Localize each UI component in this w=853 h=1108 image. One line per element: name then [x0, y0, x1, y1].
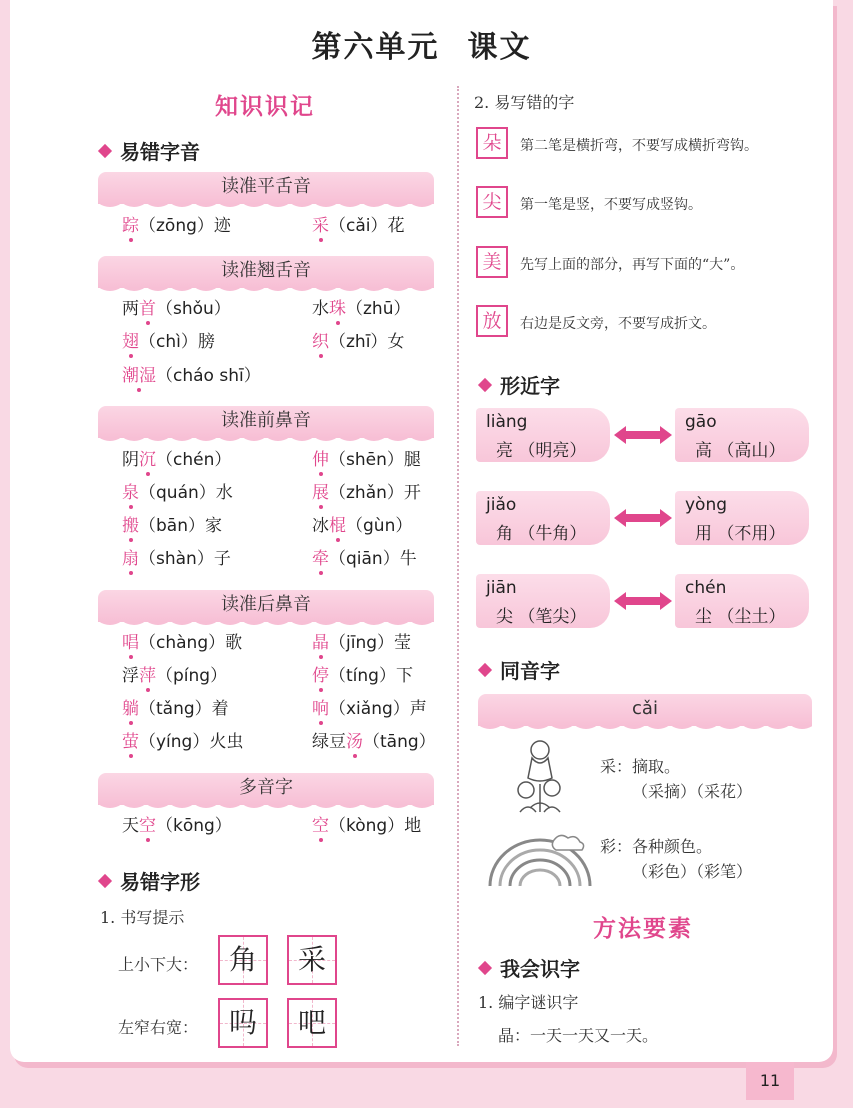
double-arrow-icon [614, 508, 672, 528]
list-item: 唱（chàng）歌 [122, 633, 243, 653]
subheading-pronunciation: 易错字音 [100, 136, 200, 165]
list-item: 采（cǎi）花 [312, 216, 405, 236]
diamond-icon [478, 663, 492, 677]
double-arrow-icon [614, 425, 672, 445]
list-item: 天空（kōng） [122, 816, 232, 836]
similar-char-card: jiǎo 角 （牛角） [476, 491, 610, 545]
write-tip-title: 1. 书写提示 [100, 908, 185, 927]
band-front-nasal: 读准前鼻音 [98, 406, 434, 438]
diamond-icon [478, 961, 492, 975]
riddle-text: 晶：一天一天又一天。 [498, 1026, 659, 1045]
subheading-recognize: 我会识字 [480, 953, 580, 982]
band-homophone: cǎi [478, 694, 812, 726]
page [10, 0, 833, 1062]
list-item: 织（zhī）女 [312, 332, 405, 352]
list-item: 晶（jīng）莹 [312, 633, 412, 653]
similar-char-card: jiān 尖 （笔尖） [476, 574, 610, 628]
homophone-words: （采摘）（采花） [632, 782, 753, 801]
list-item: 萤（yíng）火虫 [122, 732, 244, 752]
subheading-homophone: 同音字 [480, 655, 560, 684]
mistake-note: 第一笔是竖，不要写成竖钩。 [520, 197, 702, 213]
band-wave [98, 437, 434, 445]
column-divider [457, 86, 459, 1046]
subheading-glyph: 易错字形 [100, 866, 200, 895]
list-item: 响（xiǎng）声 [312, 699, 427, 719]
mistake-note: 先写上面的部分，再写下面的“大”。 [520, 257, 745, 273]
homophone-def: 彩：各种颜色。 [600, 837, 713, 856]
list-item: 冰棍（gùn） [312, 516, 413, 536]
section-heading-method: 方法要素 [593, 915, 693, 942]
homophone-def: 采：摘取。 [600, 757, 681, 776]
diamond-icon [478, 378, 492, 392]
rule-left-narrow: 左窄右宽： [118, 1018, 199, 1037]
list-item: 踪（zōng）迹 [122, 216, 231, 236]
riddle-title: 1. 编字谜识字 [478, 993, 579, 1012]
mistake-char: 美 [476, 246, 508, 278]
page-title [10, 22, 833, 66]
band-wave [98, 203, 434, 211]
char-box: 吧 [287, 998, 337, 1048]
band-back-nasal: 读准后鼻音 [98, 590, 434, 622]
mistake-char: 尖 [476, 186, 508, 218]
list-item: 阴沉（chén） [122, 450, 232, 470]
list-item: 伸（shēn）腿 [312, 450, 421, 470]
diamond-icon [98, 874, 112, 888]
title-unit: 第六单元 [311, 30, 440, 65]
similar-char-card: yòng 用 （不用） [675, 491, 809, 545]
mistake-char: 朵 [476, 127, 508, 159]
mistake-note: 右边是反文旁，不要写成折文。 [520, 316, 716, 332]
list-item: 牵（qiān）牛 [312, 549, 417, 569]
rainbow-illustration [484, 830, 596, 888]
list-item: 绿豆汤（tāng） [312, 732, 436, 752]
list-item: 翅（chì）膀 [122, 332, 215, 352]
rule-top-small: 上小下大： [118, 955, 199, 974]
list-item: 躺（tǎng）着 [122, 699, 229, 719]
band-wave [98, 804, 434, 812]
list-item: 空（kòng）地 [312, 816, 422, 836]
picking-flowers-illustration [500, 738, 580, 814]
similar-char-card: chén 尘 （尘土） [675, 574, 809, 628]
homophone-words: （彩色）（彩笔） [632, 862, 753, 881]
band-wave [98, 287, 434, 295]
list-item: 停（tíng）下 [312, 666, 413, 686]
band-retroflex: 读准翘舌音 [98, 256, 434, 288]
list-item: 潮湿（cháo shī） [122, 366, 261, 386]
list-item: 两首（shǒu） [122, 299, 231, 319]
diamond-icon [98, 144, 112, 158]
band-polyphone: 多音字 [98, 773, 434, 805]
char-box: 角 [218, 935, 268, 985]
section-heading-knowledge: 知识识记 [215, 93, 315, 120]
list-item: 展（zhǎn）开 [312, 483, 421, 503]
list-item: 搬（bān）家 [122, 516, 222, 536]
list-item: 水珠（zhū） [312, 299, 411, 319]
band-wave [98, 621, 434, 629]
mistake-char: 放 [476, 305, 508, 337]
band-wave [478, 725, 812, 733]
list-item: 浮萍（píng） [122, 666, 228, 686]
mistake-note: 第二笔是横折弯，不要写成横折弯钩。 [520, 138, 758, 154]
char-box: 采 [287, 935, 337, 985]
page-number: 11 [746, 1062, 794, 1100]
similar-char-card: liàng 亮 （明亮） [476, 408, 610, 462]
list-item: 扇（shàn）子 [122, 549, 231, 569]
subheading-similar: 形近字 [480, 370, 560, 399]
title-text: 课文 [467, 30, 532, 65]
double-arrow-icon [614, 591, 672, 611]
band-flat-tongue: 读准平舌音 [98, 172, 434, 204]
char-box: 吗 [218, 998, 268, 1048]
list-item: 泉（quán）水 [122, 483, 233, 503]
mistakes-title: 2. 易写错的字 [474, 93, 575, 112]
similar-char-card: gāo 高 （高山） [675, 408, 809, 462]
